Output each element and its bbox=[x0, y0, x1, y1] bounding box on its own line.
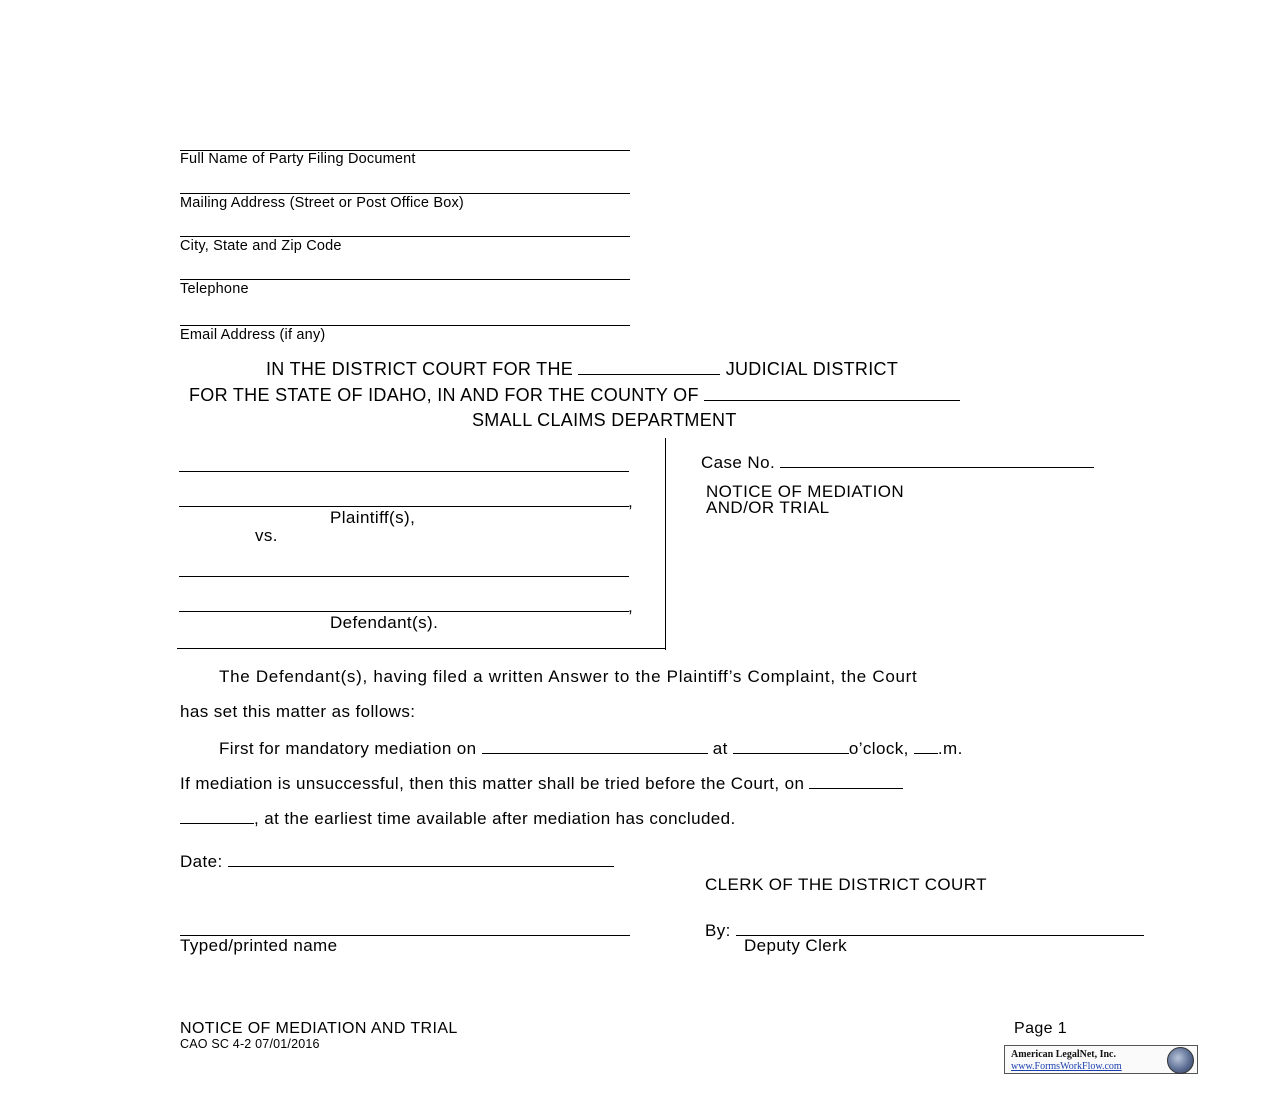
mailing-address-line[interactable] bbox=[180, 193, 630, 194]
mediation-time-blank[interactable] bbox=[733, 737, 849, 754]
mediation-date-blank[interactable] bbox=[482, 737, 708, 754]
caption-divider bbox=[665, 438, 666, 650]
heading-line-1-suffix: JUDICIAL DISTRICT bbox=[725, 359, 899, 379]
plaintiff-label: Plaintiff(s), bbox=[330, 508, 416, 527]
trial-line-1 bbox=[180, 772, 903, 794]
document-title-line-2: AND/OR TRIAL bbox=[706, 498, 830, 517]
heading-line-1-prefix: IN THE DISTRICT COURT FOR THE bbox=[266, 359, 574, 379]
case-no-blank[interactable] bbox=[780, 451, 1094, 468]
trial-date-blank-2[interactable] bbox=[180, 807, 254, 824]
logo-company-name: American LegalNet, Inc. bbox=[1011, 1049, 1116, 1060]
email-line[interactable] bbox=[180, 325, 630, 326]
mediation-line bbox=[219, 737, 963, 759]
email-label: Email Address (if any) bbox=[180, 327, 326, 343]
clerk-title: CLERK OF THE DISTRICT COURT bbox=[705, 875, 987, 894]
typed-name-label: Typed/printed name bbox=[180, 936, 338, 955]
answer-paragraph-line-1: The Defendant(s), having filed a written Answer to the Plaintiff’s Complaint, the Court bbox=[219, 667, 918, 686]
footer-form-title: NOTICE OF MEDIATION AND TRIAL bbox=[180, 1020, 458, 1037]
county-blank[interactable] bbox=[704, 384, 960, 401]
trial-date-blank-1[interactable] bbox=[809, 772, 903, 789]
telephone-line[interactable] bbox=[180, 279, 630, 280]
by-label: By: bbox=[705, 921, 731, 940]
telephone-label: Telephone bbox=[180, 281, 249, 297]
logo-url-link[interactable]: www.FormsWorkFlow.com bbox=[1011, 1061, 1122, 1072]
plaintiff-line-2[interactable] bbox=[179, 506, 629, 507]
trial-line-1-text: If mediation is unsuccessful, then this matter shall be tried before the Court, on bbox=[180, 774, 805, 793]
mediation-oclock: o’clock, bbox=[848, 739, 909, 758]
globe-icon bbox=[1167, 1047, 1194, 1074]
date-row bbox=[180, 850, 614, 872]
heading-line-2 bbox=[189, 384, 960, 406]
heading-line-3: SMALL CLAIMS DEPARTMENT bbox=[472, 410, 737, 430]
answer-paragraph-line-2: has set this matter as follows: bbox=[180, 702, 416, 721]
document-title-line-1: NOTICE OF MEDIATION bbox=[706, 482, 905, 501]
city-state-zip-label: City, State and Zip Code bbox=[180, 238, 342, 254]
full-name-label: Full Name of Party Filing Document bbox=[180, 151, 416, 167]
footer-form-code: CAO SC 4-2 07/01/2016 bbox=[180, 1037, 320, 1051]
trial-line-2-text: , at the earliest time available after mediation has concluded. bbox=[254, 809, 736, 828]
by-signature-blank[interactable] bbox=[736, 919, 1144, 936]
date-label: Date: bbox=[180, 852, 223, 871]
case-no-label: Case No. bbox=[701, 453, 776, 472]
defendant-label: Defendant(s). bbox=[330, 613, 439, 632]
trial-line-2 bbox=[180, 807, 736, 829]
judicial-district-blank[interactable] bbox=[578, 358, 720, 375]
vs-label: vs. bbox=[255, 526, 278, 545]
case-no-row bbox=[701, 451, 1094, 473]
city-state-zip-line[interactable] bbox=[180, 236, 630, 237]
mediation-prefix: First for mandatory mediation on bbox=[219, 739, 477, 758]
plaintiff-line-1[interactable] bbox=[179, 471, 629, 472]
mediation-ampm-blank[interactable] bbox=[914, 737, 938, 754]
american-legalnet-logo[interactable] bbox=[1004, 1045, 1198, 1074]
heading-line-2-prefix: FOR THE STATE OF IDAHO, IN AND FOR THE COUNTY OF bbox=[189, 385, 699, 405]
mediation-m: .m. bbox=[937, 739, 963, 758]
defendant-line-1[interactable] bbox=[179, 576, 629, 577]
defendant-line-2[interactable] bbox=[179, 611, 629, 612]
deputy-clerk-label: Deputy Clerk bbox=[744, 936, 848, 955]
plaintiff-comma: , bbox=[628, 492, 634, 511]
date-blank[interactable] bbox=[228, 850, 614, 867]
heading-line-1 bbox=[266, 358, 898, 380]
caption-bottom-rule bbox=[177, 648, 666, 649]
mailing-address-label: Mailing Address (Street or Post Office Box) bbox=[180, 195, 464, 211]
page-number: Page 1 bbox=[1014, 1020, 1068, 1037]
defendant-comma: , bbox=[628, 597, 634, 616]
mediation-at: at bbox=[712, 739, 728, 758]
